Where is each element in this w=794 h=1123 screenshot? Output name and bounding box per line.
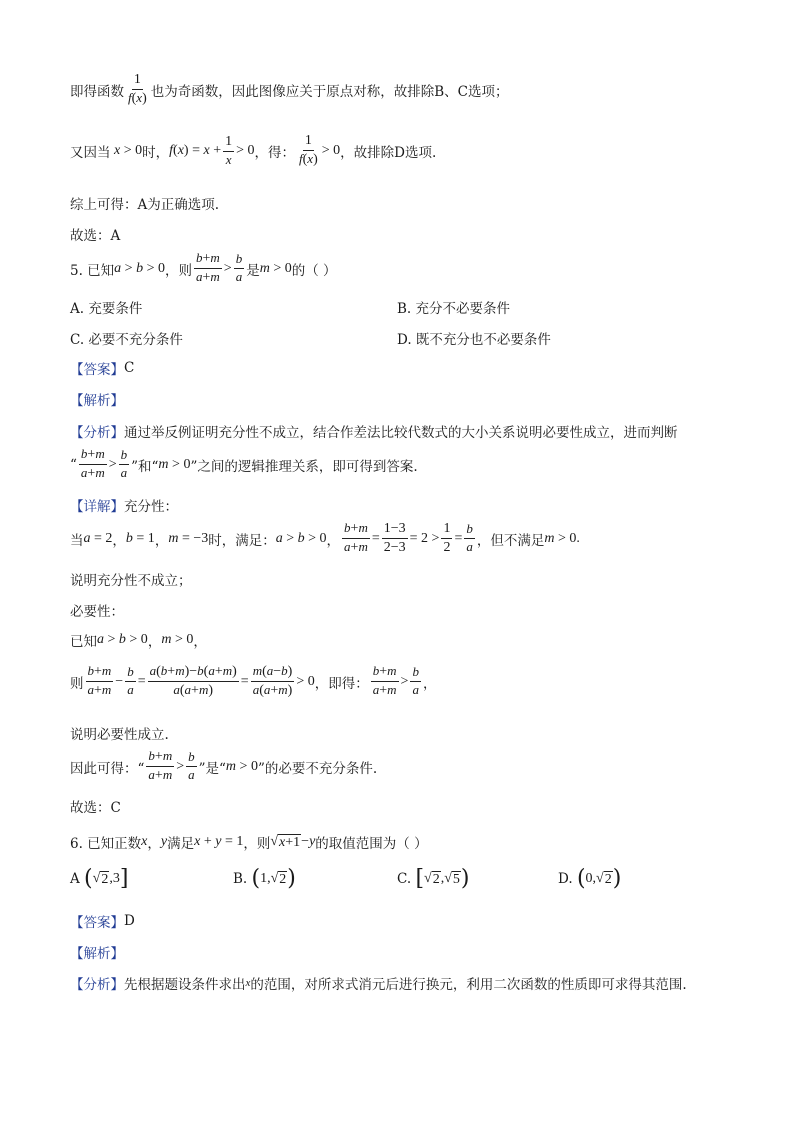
fraction-b-over-a: $\frac{b}{a}$ bbox=[412, 664, 419, 698]
fraction-b-over-a: $\frac{b}{a}$ bbox=[120, 447, 128, 481]
q5-l4: 已知 a > b > 0 ， m > 0 ， bbox=[70, 632, 207, 650]
fraction-b-over-a: $\frac{b}{a}$ bbox=[188, 749, 195, 783]
fraction-1-over-fx: $\frac{1}{f(x)}$ bbox=[128, 72, 147, 107]
math: x bbox=[141, 834, 148, 849]
q5-fenxi bbox=[70, 421, 678, 441]
math: b = 1 bbox=[125, 530, 155, 546]
line-1 bbox=[70, 72, 509, 107]
fraction-difference: $\frac{a(b+m)-b(a+m)}{a(a+m)}$ bbox=[149, 663, 237, 699]
detail-tag: 【详解】 bbox=[70, 499, 124, 515]
q5-l1: 当 a = 2 ， b = 1 ， m = −3 时，满足： a > b > 0 ， $\frac{b+m}{a+m}$ = $\frac{1-3}{2-3}$ = 2 > $\frac{1}{2}$ = $\frac{b}{a}$ ，但不满足 m > 0. bbox=[70, 520, 580, 556]
math: > 0 bbox=[236, 142, 255, 158]
text: 的（ ） bbox=[291, 262, 337, 279]
math: y bbox=[160, 834, 168, 849]
fraction-b-m-over-a-m: $\frac{b+m}{a+m}$ bbox=[344, 520, 368, 556]
math: m > 0 bbox=[161, 632, 194, 647]
text: 时，满足： bbox=[208, 532, 276, 549]
fraction-b-m-over-a-m: $\frac{b+m}{a+m}$ bbox=[80, 446, 105, 482]
question-5: 5. 已知 a > b > 0 ，则 $\frac{b+m}{a+m}$ > $\frac{b}{a}$ 是 m > 0 的（ ） bbox=[70, 250, 337, 286]
q5-answer bbox=[70, 358, 134, 378]
q5-l6: 说明必要性成立. bbox=[70, 727, 169, 743]
fenxi-tag: 【分析】 bbox=[70, 425, 124, 441]
text: 又因当 bbox=[70, 144, 111, 161]
fraction-1-over-x: $\frac{1}{x}$ bbox=[225, 133, 233, 167]
math: −y bbox=[301, 834, 316, 849]
fraction-b-m-over-a-m: $\frac{b+m}{a+m}$ bbox=[87, 663, 112, 699]
math: m > 0 bbox=[158, 456, 191, 472]
q5-jiexi bbox=[70, 389, 124, 409]
fraction-b-over-a: $\frac{b}{a}$ bbox=[127, 664, 134, 698]
text: ”和“ bbox=[131, 458, 159, 475]
q5-l5: 则 $\frac{b+m}{a+m}$ − $\frac{b}{a}$ = $\frac{a(b+m)-b(a+m)}{a(a+m)}$ = $\frac{m(a-b)}{a(a+m)}$ > 0 ，即得： $\frac{b+m}{a+m}$ > $\frac{b}{a}$ ， bbox=[70, 663, 437, 699]
text: 也为奇函数，因此图像应关于原点对称，故排除B、C选项； bbox=[150, 83, 509, 100]
text: 故选：A bbox=[70, 228, 121, 244]
text: 5. 已知 bbox=[70, 262, 115, 279]
fraction-b-over-a: $\frac{b}{a}$ bbox=[466, 521, 473, 555]
math: a > b > 0 bbox=[275, 530, 327, 546]
text: “ bbox=[70, 456, 77, 473]
fraction-b-m-over-a-m: $\frac{b+m}{a+m}$ bbox=[195, 250, 220, 286]
q5-option-a[interactable]: A. 充要条件 bbox=[70, 301, 143, 317]
text: ，但不满足 bbox=[476, 532, 545, 549]
fraction-b-over-a: $\frac{b}{a}$ bbox=[235, 251, 243, 285]
text: ，则 bbox=[164, 262, 192, 279]
fraction-b-m-over-a-m: $\frac{b+m}{a+m}$ bbox=[148, 748, 173, 784]
math: a > b > 0 bbox=[114, 260, 165, 276]
line-2 bbox=[70, 133, 436, 168]
math: x + y = 1 bbox=[194, 834, 244, 849]
math: m > 0 bbox=[259, 260, 292, 276]
fraction-1-over-2: $\frac{1}{2}$ bbox=[443, 521, 451, 556]
fraction-1-over-fx: $\frac{1}{f(x)}$ bbox=[299, 133, 318, 168]
question-6: 6. 已知正数 x ， y 满足 x + y = 1 ，则 √ x+1 −y 的取值范围为（ ） bbox=[70, 833, 428, 852]
analysis-tag: 【解析】 bbox=[70, 393, 124, 409]
q5-option-d[interactable]: D. 既不充分也不必要条件 bbox=[397, 332, 551, 348]
text: 即得函数 bbox=[70, 83, 124, 100]
answer-value: C bbox=[124, 360, 135, 376]
text: 是 bbox=[246, 262, 260, 279]
fraction-1-3-over-2-3: $\frac{1-3}{2-3}$ bbox=[383, 521, 406, 556]
math: a > b > 0 bbox=[97, 632, 148, 647]
q5-l8: 故选：C bbox=[70, 800, 121, 816]
q5-option-b[interactable]: B. 充分不必要条件 bbox=[397, 301, 511, 317]
q5-l7: 因此可得：“ $\frac{b+m}{a+m}$ > $\frac{b}{a}$ ”是“ m > 0 ”的必要不充分条件. bbox=[70, 748, 378, 784]
q6-option-d[interactable]: D. ( 0, √ 2 ) bbox=[558, 866, 622, 891]
math: m = −3 bbox=[168, 530, 209, 546]
math: x bbox=[245, 977, 251, 989]
q6-option-a[interactable]: A ( √ 2 ,3 ] bbox=[70, 866, 129, 891]
math: x > 0 bbox=[110, 142, 143, 158]
math: m > 0. bbox=[544, 530, 580, 546]
q5-fenxi-2: “ $\frac{b+m}{a+m}$ > $\frac{b}{a}$ ”和“ m > 0 ”之间的逻辑推理关系，即可得到答案. bbox=[70, 446, 418, 482]
text: 时， bbox=[142, 144, 170, 161]
text: 当 bbox=[70, 532, 84, 549]
math: a = 2 bbox=[83, 530, 113, 546]
text: 通过举反例证明充分性不成立，结合作差法比较代数式的大小关系说明必要性成立，进而判断 bbox=[124, 425, 678, 441]
fraction-b-m-over-a-m: $\frac{b+m}{a+m}$ bbox=[372, 663, 397, 699]
line-3 bbox=[70, 193, 219, 213]
q6-option-b[interactable]: B. ( 1, √ 2 ) bbox=[233, 866, 296, 891]
text: ”之间的逻辑推理关系，即可得到答案. bbox=[190, 458, 418, 475]
text: 充分性： bbox=[124, 499, 178, 515]
q6-option-c[interactable]: C. [ √ 2 , √ 5 ) bbox=[397, 866, 470, 891]
q5-l2: 说明充分性不成立； bbox=[70, 573, 192, 589]
text: ，得： bbox=[254, 144, 295, 161]
q6-jiexi: 【解析】 bbox=[70, 946, 124, 962]
text: ，故排除D选项. bbox=[340, 144, 437, 161]
math: m > 0 bbox=[225, 758, 258, 774]
q6-fenxi: 【分析】 先根据题设条件求出 x 的范围，对所求式消元后进行换元，利用二次函数的性质即可求得其范围. bbox=[70, 977, 687, 993]
math: > 0 bbox=[321, 142, 341, 158]
line-4 bbox=[70, 224, 120, 244]
math: f(x) = x + bbox=[169, 142, 222, 158]
q5-l3: 必要性： bbox=[70, 604, 124, 620]
q5-option-c[interactable]: C. 必要不充分条件 bbox=[70, 332, 183, 348]
q5-xiangjie bbox=[70, 495, 178, 515]
text: 综上可得：A为正确选项. bbox=[70, 197, 220, 213]
fraction-simplified: $\frac{m(a-b)}{a(a+m)}$ bbox=[252, 663, 293, 699]
answer-tag: 【答案】 bbox=[70, 362, 124, 378]
q6-answer: 【答案】 D bbox=[70, 913, 135, 931]
sqrt-x-plus-1: √ x+1 bbox=[270, 833, 301, 850]
